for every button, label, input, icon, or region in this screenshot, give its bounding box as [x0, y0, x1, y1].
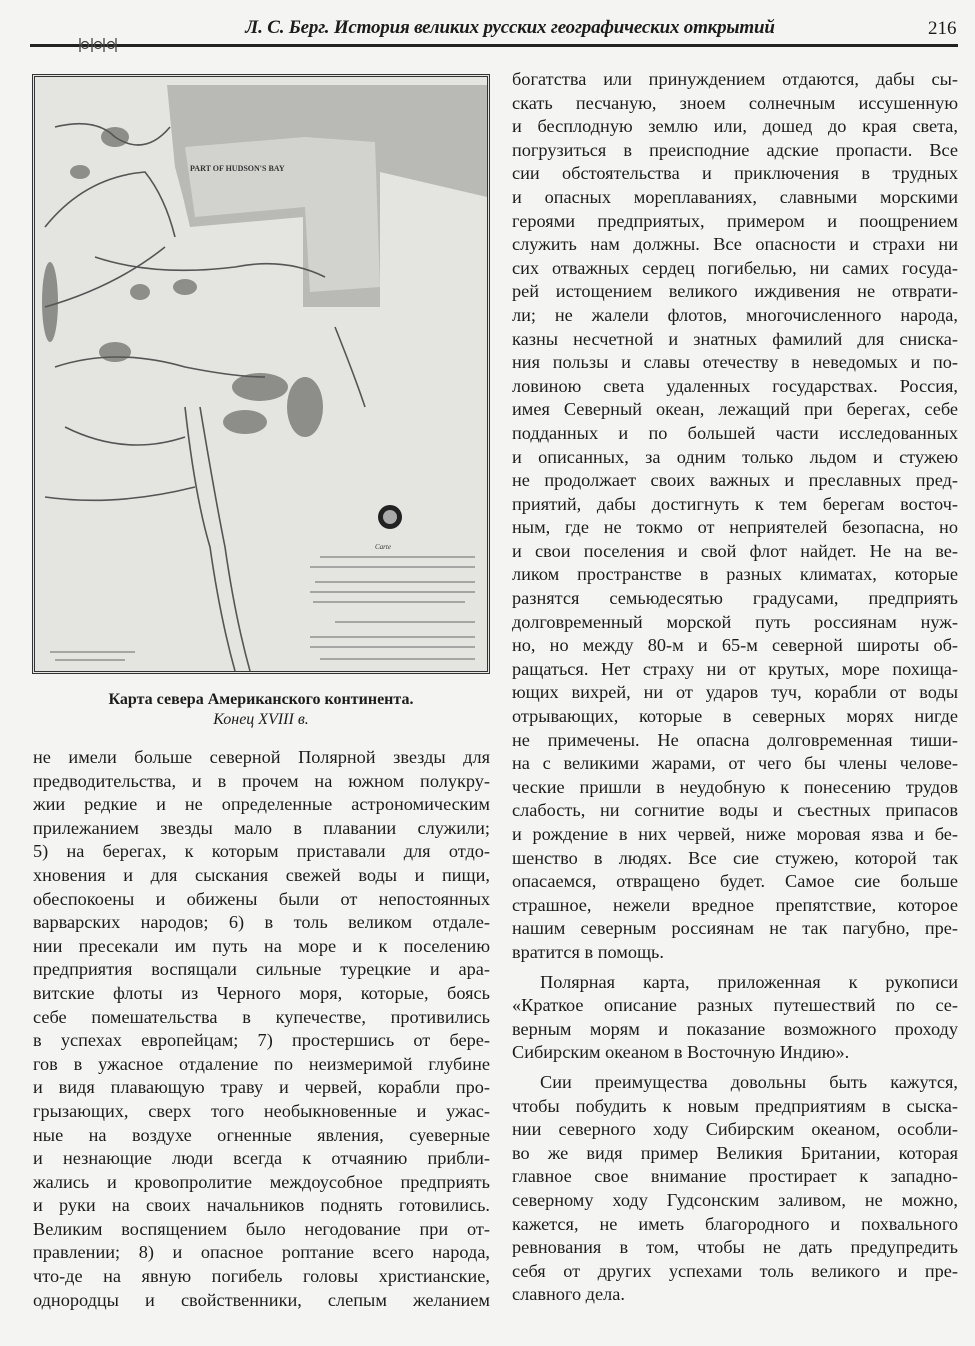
text-line: себе помешательства в купечестве, противились	[33, 1006, 490, 1027]
figure-caption	[32, 690, 490, 730]
text-line: главное свое внимание простирает к западно-	[512, 1166, 958, 1187]
text-line: вратится в помощь.	[512, 941, 664, 962]
text-line: богатства или принуждением отдаются, дабы сы-	[512, 69, 958, 89]
header-ornament-icon	[30, 34, 120, 54]
text-line: на с великими жарами, от чего бы члены челове-	[512, 753, 958, 774]
text-line: и бесплодную землю или, дошед до края света,	[512, 116, 958, 137]
right-text-column	[512, 68, 958, 1307]
caption-title: Карта севера Американского континента.	[108, 691, 414, 708]
text-line: слабость, ни согнитие воды и съестных припасов	[512, 800, 958, 821]
text-line: варварских народов; 6) в толь великом отдале-	[33, 912, 490, 933]
map-label-hudsons-bay: PART OF HUDSON'S BAY	[190, 164, 285, 173]
text-line: чтобы побудить к новым предприятиям в сыска-	[512, 1095, 958, 1116]
page-number: 216	[928, 18, 957, 39]
header-rule	[30, 44, 958, 47]
text-line: 5) на берегах, к которым приставали для отдо-	[33, 841, 490, 862]
text-line: рей истощением великого иждивения не отврати-	[512, 281, 958, 302]
text-line: скать песчаную, зноем солнечным иссушенную	[512, 92, 958, 113]
text-line: Сибирским океаном в Восточную Индию».	[512, 1042, 850, 1063]
text-line: что-де на явную погибель головы христианские,	[33, 1266, 490, 1287]
text-line: кажется, не иметь благородного и похвального	[512, 1213, 958, 1234]
text-line: в успехах европейцам; 7) простершись от бере-	[33, 1030, 490, 1051]
text-line: Сии преимущества довольны быть кажутся,	[540, 1071, 958, 1092]
text-line: имея Северный океан, лежащий при берегах, себе	[512, 399, 958, 420]
text-line: долговременный морской путь россиянам нуж-	[512, 611, 958, 632]
text-line: и видя плавающую траву и червей, корабли про-	[33, 1077, 490, 1098]
text-line: ческие пришли в неудобную к понесению трудов	[512, 776, 958, 797]
text-line: славного дела.	[512, 1284, 625, 1305]
text-line: опасаемся, отвращено будет. Самое сие больше	[512, 871, 958, 892]
text-line: обеспокоены и обижены были от непостоянных	[33, 888, 490, 909]
text-line: страшное, нежели вредное препятствие, которое	[512, 894, 958, 915]
text-line: и незнающие люди всегда к отчаянию прибли-	[33, 1148, 490, 1169]
text-line: ревнования в том, чтобы не дать предупредить	[512, 1237, 958, 1258]
text-line: служить нам должны. Все опасности и страхи ни	[512, 234, 958, 255]
text-line: ные на воздухе огненные явления, суеверные	[33, 1124, 490, 1145]
text-line: но, но между 80-м и 65-м северной широты об-	[512, 635, 958, 656]
text-line: гов в ужасное отдаление по неизмеримой глубине	[33, 1053, 490, 1074]
text-line: нии северного ходу Сибирским океаном, особли-	[512, 1119, 958, 1140]
text-line: витские флоты из Черного моря, которые, боясь	[33, 982, 490, 1003]
text-line: сии обстоятельства и приключения в трудных	[512, 163, 958, 184]
text-line: северному ходу Гудсонским заливом, не можно,	[512, 1189, 958, 1210]
text-line: жались и кровопролитие междоусобное предприять	[33, 1171, 490, 1192]
text-line: ли; не жалели флотов, многочисленного народа,	[512, 304, 958, 325]
text-line: грызающих, сверх того необыкновенные и ужас-	[33, 1100, 490, 1121]
text-line: себя от других успехами толь великого и пре-	[512, 1260, 958, 1281]
text-line: и рождение в них червей, ниже моровая язва и бе-	[512, 824, 958, 844]
text-line: шенство в людях. Все сие стужею, которой так	[512, 847, 958, 868]
text-line: и опасных мореплаваниях, славными морскими	[512, 186, 958, 207]
text-line: предводительства, и в прочем на южном полукру-	[33, 770, 490, 791]
text-line: разнятся семьюдесятью градусами, предприять	[512, 588, 958, 609]
text-line: предприятия воспящали сильные турецкие и ара-	[33, 959, 490, 980]
text-line: не продолжает своих важных и преславных пред-	[512, 470, 958, 491]
map-figure	[32, 74, 490, 674]
text-line: и описанных, за одним только льдом и стужею	[512, 446, 958, 467]
text-line: Полярная карта, приложенная к рукописи	[540, 971, 958, 992]
paragraph	[512, 1071, 958, 1307]
text-line: прилежанием звезды мало в плавании служили;	[33, 817, 490, 838]
text-line: ным, где не токмо от неприятелей безопасна, но	[512, 517, 958, 538]
text-line: верным морям и показание возможного проходу	[512, 1018, 958, 1039]
text-line: погрузиться в преисподние адские пропасти. Все	[512, 139, 958, 160]
text-line: хновения и для сыскания свежей воды и пищи,	[33, 864, 490, 885]
text-line: и руки на своих начальников поднять готовились.	[33, 1195, 490, 1216]
cartouche-title: Carte	[375, 543, 391, 551]
left-text-column	[33, 746, 490, 1312]
paragraph	[512, 971, 958, 1065]
text-line: отрывающих, которые в северных морях нигде	[512, 706, 958, 727]
text-line: ловиною света удаленных государствах. Россия,	[512, 375, 958, 396]
text-line: нашим северным россиянам не так пагубно, пре-	[512, 918, 958, 939]
text-line: во же видя пример Великия Британии, которая	[512, 1142, 958, 1163]
text-line: и свои поселения и свой флот найдет. Не на ве-	[512, 540, 958, 561]
text-line: правлении; 8) и опасное роптание всего народа,	[33, 1242, 490, 1263]
text-line: героями предприятых, примером и поощрением	[512, 210, 958, 231]
text-line: ния пользы и славы отечеству в неведомых и по-	[512, 352, 958, 373]
text-line: подданных и по большей части исследованных	[512, 422, 958, 443]
text-line: не примечены. Не опасна долговременная тиши-	[512, 729, 958, 750]
caption-date: Конец XVIII в.	[213, 711, 309, 728]
text-line: жии редкие и не определенные астрономическим	[33, 794, 490, 815]
text-line: Великим воспящением было негодование при от-	[33, 1218, 490, 1239]
text-line: нии пресекали им путь на море и к поселению	[33, 935, 490, 956]
paragraph	[33, 746, 490, 1312]
text-line: не имели больше северной Полярной звезды для	[33, 747, 490, 767]
text-line: казны несчетной и знатных фамилий для сниска-	[512, 328, 958, 349]
text-line: ющих вихрей, ни от ударов туч, корабли от воды	[512, 682, 958, 703]
text-line: приятий, дабы достигнуть к тем берегам восточ-	[512, 493, 958, 514]
text-line: ликом пространстве в разных климатах, которые	[512, 564, 958, 585]
text-line: «Краткое описание разных путешествий по се-	[512, 995, 958, 1016]
paragraph	[512, 68, 958, 965]
text-line: ращаться. Нет страху ни от крутых, море похища-	[512, 658, 958, 679]
text-line: однородцы и свойственники, слепым желанием	[33, 1289, 490, 1310]
text-line: сих отважных сердец погибелью, ни самих госуда-	[512, 257, 958, 278]
map-image	[35, 77, 487, 671]
running-header-title: Л. С. Берг. История великих русских географических открытий	[245, 17, 775, 38]
